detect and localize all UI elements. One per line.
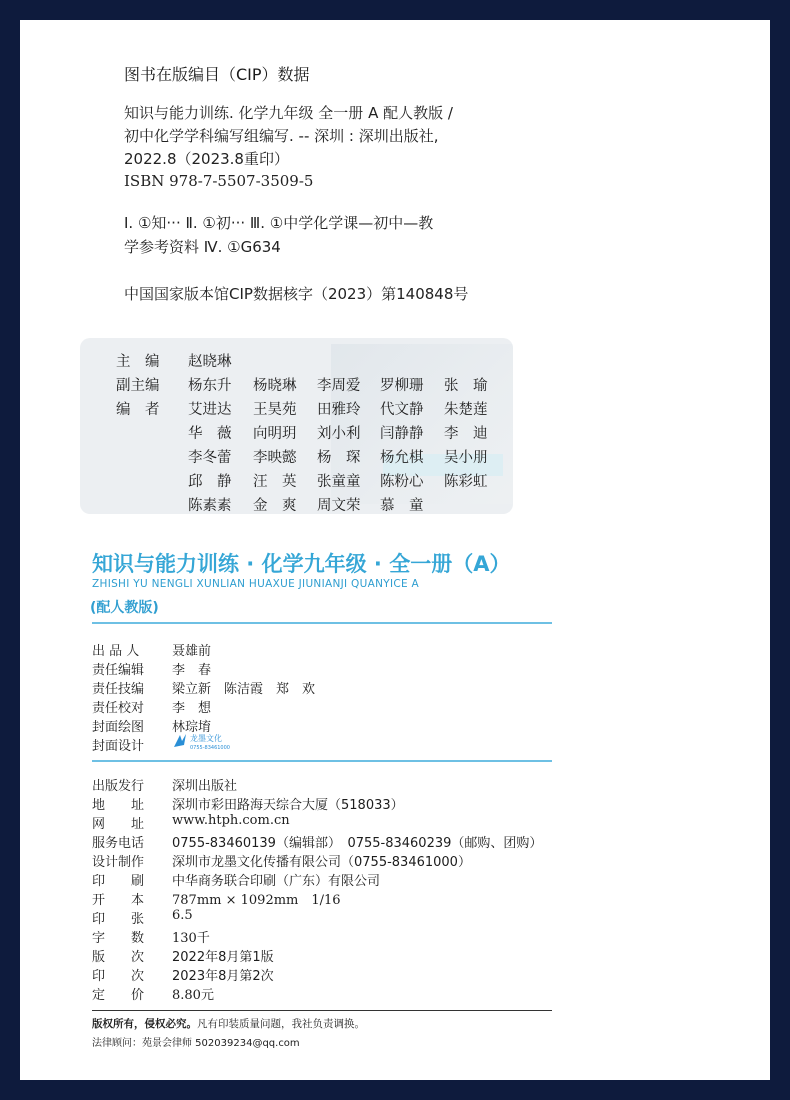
chief-editor-label: 主 编 — [116, 354, 160, 370]
editor-name: 金 爽 — [253, 498, 297, 514]
divider-black — [92, 1010, 552, 1011]
credit-value: 林琮堉 — [172, 720, 212, 735]
pub-value: 6.5 — [172, 908, 193, 923]
cip-line-6: 学参考资料 Ⅳ. ①G634 — [124, 238, 281, 256]
cip-line-7: 中国国家版本馆CIP数据核字（2023）第140848号 — [124, 285, 469, 303]
pub-label: 版 次 — [92, 950, 145, 965]
editor-name: 向明玥 — [253, 426, 297, 442]
pub-label: 网 址 — [92, 817, 145, 832]
book-edition: (配人教版) — [90, 600, 159, 616]
editor-name: 王昊苑 — [253, 402, 297, 418]
pub-label: 印 次 — [92, 969, 145, 984]
pub-label: 出版发行 — [92, 779, 145, 794]
editor-name: 田雅玲 — [317, 402, 361, 418]
chief-editor-name: 赵晓琳 — [188, 354, 232, 370]
deputy-name: 罗柳珊 — [380, 378, 424, 394]
editor-name: 华 薇 — [188, 426, 232, 442]
divider-blue — [92, 622, 552, 624]
cip-isbn: ISBN 978-7-5507-3509-5 — [124, 172, 314, 190]
deputy-name: 杨晓琳 — [253, 378, 297, 394]
book-pinyin: ZHISHI YU NENGLI XUNLIAN HUAXUE JIUNIANJI QUANYICE A — [92, 578, 420, 590]
logo-text: 龙墨文化 — [190, 734, 222, 743]
rights-bold: 版权所有，侵权必究。 — [92, 1018, 197, 1030]
pub-value: 130千 — [172, 931, 210, 946]
pub-value: 深圳出版社 — [172, 779, 238, 794]
editor-name: 闫静静 — [380, 426, 424, 442]
editor-name: 朱楚莲 — [444, 402, 488, 418]
credit-value: 梁立新 陈洁霞 郑 欢 — [172, 682, 316, 697]
editors-label: 编 者 — [116, 402, 160, 418]
editor-name: 李映懿 — [253, 450, 297, 466]
pub-value: 中华商务联合印刷（广东）有限公司 — [172, 874, 381, 889]
credit-label: 责任校对 — [92, 701, 145, 716]
pub-label: 印 张 — [92, 912, 145, 927]
cip-line-2: 初中化学学科编写组编写. -- 深圳 : 深圳出版社, — [124, 127, 439, 145]
editor-name: 李冬蕾 — [188, 450, 232, 466]
cip-line-3: 2022.8（2023.8重印） — [124, 150, 289, 168]
pub-value: 787mm × 1092mm 1/16 — [172, 893, 341, 908]
pub-label: 字 数 — [92, 931, 145, 946]
divider-blue-2 — [92, 760, 552, 762]
editor-name: 杨 琛 — [317, 450, 361, 466]
book-title: 知识与能力训练 · 化学九年级 · 全一册（A） — [92, 552, 511, 576]
editor-name: 陈粉心 — [380, 474, 424, 490]
pub-label: 定 价 — [92, 988, 145, 1003]
longmo-logo-icon — [172, 731, 262, 751]
pub-value: 0755-83460139（编辑部） 0755-83460239（邮购、团购） — [172, 836, 543, 851]
credit-value: 李 想 — [172, 701, 212, 716]
deputy-name: 李周爱 — [317, 378, 361, 394]
pub-label: 开 本 — [92, 893, 145, 908]
editor-name: 李 迪 — [444, 426, 488, 442]
deputy-name: 张 瑜 — [444, 378, 488, 394]
credit-value: 李 春 — [172, 663, 212, 678]
credit-label: 封面设计 — [92, 739, 145, 754]
pub-label: 地 址 — [92, 798, 145, 813]
editor-name: 吴小朋 — [444, 450, 488, 466]
credit-label: 责任编辑 — [92, 663, 145, 678]
editor-name: 陈素素 — [188, 498, 232, 514]
cip-title: 图书在版编目（CIP）数据 — [124, 65, 310, 84]
rights-rest: 凡有印装质量问题，我社负责调换。 — [197, 1018, 365, 1030]
logo-mark — [174, 734, 186, 747]
pub-value: 2022年8月第1版 — [172, 950, 274, 965]
editor-name: 杨允棋 — [380, 450, 424, 466]
editor-name: 张童童 — [317, 474, 361, 490]
cip-line-1: 知识与能力训练. 化学九年级 全一册 A 配人教版 / — [124, 104, 453, 122]
pub-value: www.htph.com.cn — [172, 813, 290, 828]
copyright-page — [20, 20, 770, 1080]
pub-label: 印 刷 — [92, 874, 145, 889]
editor-name: 周文荣 — [317, 498, 361, 514]
credit-label: 封面绘图 — [92, 720, 145, 735]
pub-value: 深圳市彩田路海天综合大厦（518033） — [172, 798, 404, 813]
pub-value: 8.80元 — [172, 988, 214, 1003]
editor-name: 邱 静 — [188, 474, 232, 490]
credit-label: 出 品 人 — [92, 644, 140, 659]
editor-name: 刘小利 — [317, 426, 361, 442]
editor-name: 慕 童 — [380, 498, 424, 514]
cip-line-5: Ⅰ. ①知··· Ⅱ. ①初··· Ⅲ. ①中学化学课—初中—教 — [124, 214, 434, 232]
pub-value: 2023年8月第2次 — [172, 969, 274, 984]
deputy-editor-label: 副主编 — [116, 378, 160, 394]
logo-phone: 0755-83461000 — [190, 745, 230, 751]
credit-label: 责任技编 — [92, 682, 145, 697]
editor-name: 陈彩虹 — [444, 474, 488, 490]
pub-label: 服务电话 — [92, 836, 145, 851]
deputy-name: 杨东升 — [188, 378, 232, 394]
legal-advisor: 法律顾问：苑景会律师 502039234@qq.com — [92, 1038, 300, 1049]
editor-name: 代文静 — [380, 402, 424, 418]
editor-name: 汪 英 — [253, 474, 297, 490]
editor-name: 艾进达 — [188, 402, 232, 418]
pub-value: 深圳市龙墨文化传播有限公司（0755-83461000） — [172, 855, 471, 870]
rights-notice — [92, 1016, 365, 1031]
credit-value: 聂雄前 — [172, 644, 212, 659]
pub-label: 设计制作 — [92, 855, 145, 870]
